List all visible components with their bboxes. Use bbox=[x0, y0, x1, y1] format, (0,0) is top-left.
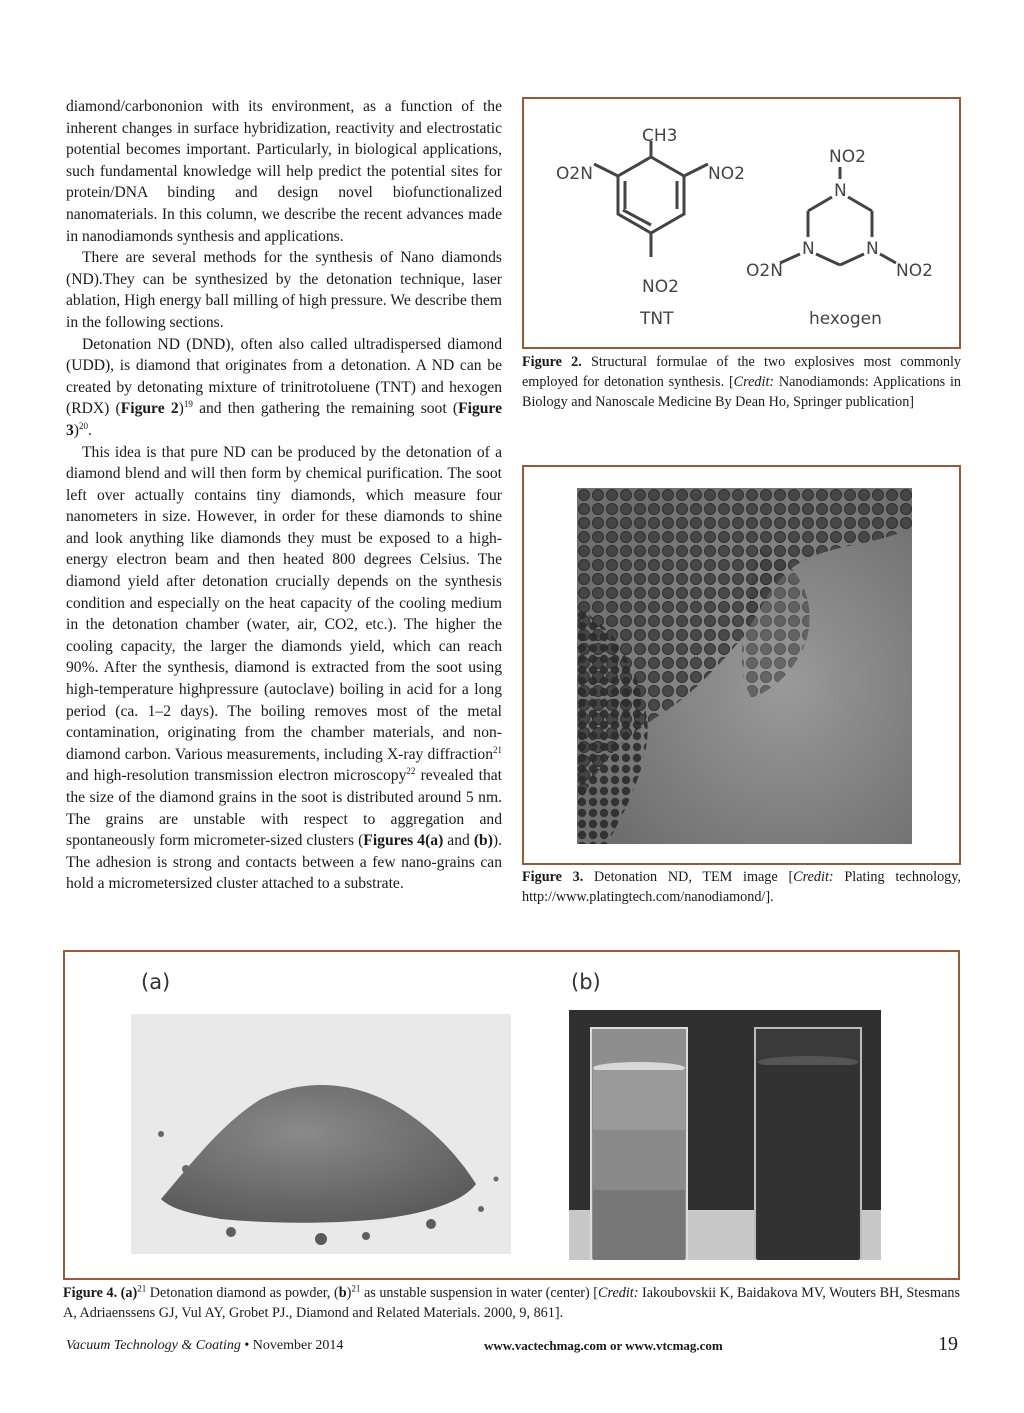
body-column bbox=[66, 96, 502, 895]
suspension-photo bbox=[569, 1010, 881, 1260]
hexogen-o2n-label: O2N bbox=[746, 261, 783, 281]
tnt-label: TNT bbox=[640, 309, 674, 329]
paragraph-4: This idea is that pure ND can be produced by the detonation of a diamond blend and will then form by chemical purification. The soot left over actually contains tiny diamonds, which measure four nanometers in size. However, in order for these diamonds to shine and look anything like diamonds they must be exposed to a high-energy electron beam and then heated 800 degrees Celsius. The diamond yield after detonation crucially depends on the synthesis condition and especially on the heat capacity of the cooling medium in the detonation chamber (water, air, CO2, etc.). The higher the cooling capacity, the larger the diamonds yield, which can reach 90%. After the synthesis, diamond is extracted from the soot using high-temperature highpressure (autoclave) boiling in acid for a long period (ca. 1–2 days). The boiling removes most of the metal contamination, originating from the chamber materials, and non-diamond carbon. Various measurements, including X-ray diffraction$^{21}$ and high-resolution transmission electron microscopy$^{22}$ revealed that the size of the diamond grains in the soot is distributed around 5 nm. The grains are unstable with respect to aggregation and spontaneously form micrometer-sized clusters (Figures 4(a) and (b)). The adhesion is strong and contacts between a few nano-grains can hold a micrometersized cluster attached to a substrate. bbox=[66, 443, 503, 893]
footer-websites[interactable]: www.vactechmag.com or www.vtcmag.com bbox=[484, 1338, 723, 1353]
tnt-ch3-label: CH3 bbox=[642, 126, 678, 146]
page-number: 19 bbox=[938, 1333, 958, 1355]
tnt-no2-right-label: NO2 bbox=[708, 164, 745, 184]
figure-4a-ref: Figures 4(a) bbox=[363, 832, 444, 850]
figure-4-frame bbox=[63, 950, 960, 1280]
hexogen-no2-top-label: NO2 bbox=[829, 147, 866, 167]
figure-4b-ref: (b) bbox=[473, 832, 493, 850]
hexogen-n-left: N bbox=[802, 239, 815, 259]
powder-photo bbox=[131, 1014, 511, 1254]
hexogen-n-top: N bbox=[834, 181, 847, 201]
footer-journal: Vacuum Technology & Coating • November 2014 bbox=[66, 1338, 344, 1353]
hexogen-label: hexogen bbox=[809, 309, 882, 329]
figure-2-frame bbox=[522, 97, 961, 349]
hexogen-no2-right-label: NO2 bbox=[896, 261, 933, 281]
panel-b-label: (b) bbox=[571, 970, 601, 994]
paragraph-3: Detonation ND (DND), often also called ultradispersed diamond (UDD), is diamond that originates from a detonation. A ND can be created by detonating mixture of trinitrotoluene (TNT) and hexogen (RDX) (Figure 2)$^{19}$ and then gathering the remaining soot (Figure 3)$^{20}$. bbox=[66, 335, 502, 439]
tnt-o2n-label: O2N bbox=[556, 164, 593, 184]
figure-4-caption: Figure 4. $(a)^{21}$ Detonation diamond as powder, $(b)^{21}$ as unstable suspension in water (center) [Credit: Iakoubovskii K, Baidakova MV, Wouters BH, Stesmans A, Adriaenssens GJ, Vul AY, Grobet PJ., Diamond and Related Materials. 2000, 9, 861]. bbox=[63, 1283, 960, 1321]
figure-3-ref: Figure 3 bbox=[66, 400, 502, 439]
figure-3-caption: Figure 3. Detonation ND, TEM image [Credit: Plating technology, http://www.platingtech.com/nanodiamond/]. bbox=[522, 869, 961, 905]
tem-image bbox=[577, 488, 912, 844]
paragraph-2: There are several methods for the synthesis of Nano diamonds (ND).They can be synthesized by the detonation technique, laser ablation, High energy ball milling of high pressure. We describe them in the following sections. bbox=[66, 249, 502, 331]
panel-a-label: (a) bbox=[141, 970, 171, 994]
hexogen-n-right: N bbox=[866, 239, 879, 259]
figure-3-frame bbox=[522, 465, 961, 865]
chemical-structures bbox=[524, 99, 959, 347]
paragraph-1: diamond/carbononion with its environment, as a function of the inherent changes in surface hybridization, reactivity and electrostatic potential becomes important. Particularly, in biological applications, such fundamental knowledge will help predict the potential sites for protein/DNA binding and design novel biofunctionalized nanomaterials. In this column, we describe the recent advances made in nanodiamonds synthesis and applications. bbox=[66, 98, 502, 245]
figure-2-caption: Figure 2. Structural formulae of the two explosives most commonly employed for detonation synthesis. [Credit: Nanodiamonds: Applications in Biology and Nanoscale Medicine By Dean Ho, Springer publication] bbox=[522, 354, 961, 410]
tnt-no2-bottom-label: NO2 bbox=[642, 277, 679, 297]
figure-2-ref: Figure 2 bbox=[120, 400, 179, 418]
